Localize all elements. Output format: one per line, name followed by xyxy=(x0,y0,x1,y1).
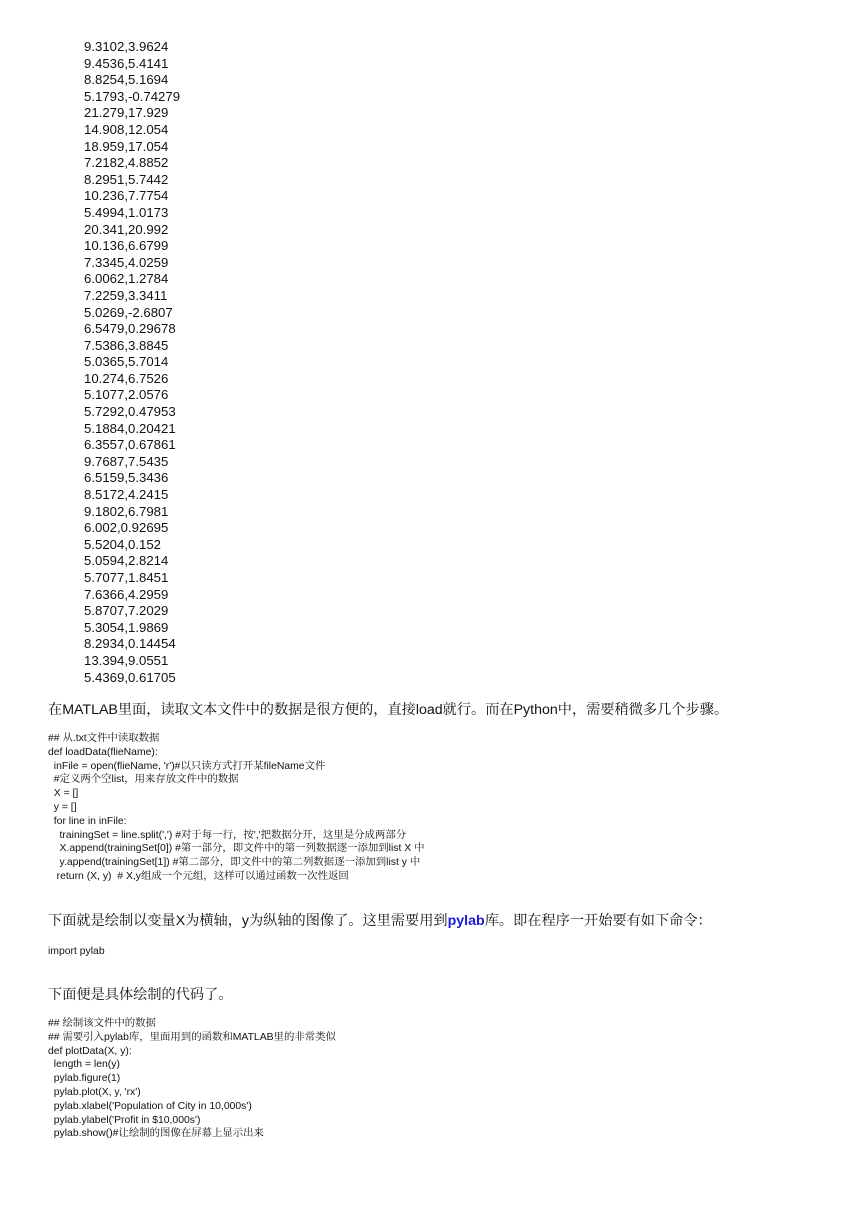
paragraph-pylab-intro xyxy=(48,911,838,931)
data-row: 5.1077,2.0576 xyxy=(84,387,169,403)
data-row: 5.3054,1.9869 xyxy=(84,619,169,635)
data-row: 21.279,17.929 xyxy=(84,105,169,121)
data-row: 5.5204,0.152 xyxy=(84,536,162,552)
data-row: 6.0062,1.2784 xyxy=(84,271,169,287)
data-row: 14.908,12.054 xyxy=(84,121,169,137)
paragraph-matlab-vs-python: 在MATLAB里面，读取文本文件中的数据是很方便的，直接load就行。而在Python中，需要稍微多几个步骤。 xyxy=(48,702,729,718)
data-row: 5.4369,0.61705 xyxy=(84,669,176,685)
data-row: 7.2259,3.3411 xyxy=(84,287,168,303)
data-row: 8.8254,5.1694 xyxy=(84,72,169,88)
data-row: 5.0365,5.7014 xyxy=(84,354,169,370)
paragraph-plot-code-intro: 下面便是具体绘制的代码了。 xyxy=(48,987,233,1003)
code-block-load-data: ## 从.txt文件中读取数据 def loadData(flieName): inFile = open(flieName, 'r')#以只读方式打开某fileName文件 #定义两个空list，用来存放文件中的数据 X = [] y = [] for line in inFile: trainingSet = line.split(',') #对于每一行，按','把数据分开，这里是分成两部分 X.append(trainingSet[0]) #第一部分，即文件中的第一列数据逐一添加到list X 中 y.append(trainingSet[1]) #第二部分，即文件中的第二列数据逐一添加到list y 中 return (X, y) # X,y组成一个元组，这样可以通过函数一次性返回 xyxy=(48,733,425,882)
data-row: 9.3102,3.9624 xyxy=(84,39,169,54)
data-row: 5.7292,0.47953 xyxy=(84,404,176,420)
data-row: 7.2182,4.8852 xyxy=(84,155,169,171)
data-row: 7.5386,3.8845 xyxy=(84,337,169,353)
data-rows-list xyxy=(84,39,384,686)
data-row: 9.7687,7.5435 xyxy=(84,453,169,469)
data-row: 5.1793,-0.74279 xyxy=(84,88,181,104)
data-row: 5.0269,-2.6807 xyxy=(84,304,173,320)
data-row: 5.1884,0.20421 xyxy=(84,420,176,436)
data-row: 9.4536,5.4141 xyxy=(84,55,169,71)
data-row: 5.4994,1.0173 xyxy=(84,204,169,220)
data-row: 7.3345,4.0259 xyxy=(84,254,169,270)
data-row: 5.0594,2.8214 xyxy=(84,553,169,569)
pylab-highlight: pylab xyxy=(447,913,485,929)
data-row: 8.2951,5.7442 xyxy=(84,171,169,187)
data-row: 6.002,0.92695 xyxy=(84,520,169,536)
data-row: 5.8707,7.2029 xyxy=(84,603,169,619)
data-row: 9.1802,6.7981 xyxy=(84,503,169,519)
data-row: 10.236,7.7754 xyxy=(84,188,169,204)
data-row: 10.274,6.7526 xyxy=(84,370,169,386)
data-row: 8.5172,4.2415 xyxy=(84,487,169,503)
data-row: 10.136,6.6799 xyxy=(84,238,169,254)
code-block-plot-data: ## 绘制该文件中的数据 ## 需要引入pylab库，里面用到的函数和MATLAB里的非常类似 def plotData(X, y): length = len(y) pylab.figure(1) pylab.plot(X, y, 'rx') pylab.xlabel('Population of City in 10,000s') pylab.ylabel('Profit in $10,000s') pylab.show()#让绘制的图像在屏幕上显示出来 xyxy=(48,1018,336,1140)
data-row: 6.3557,0.67861 xyxy=(84,437,176,453)
data-row: 8.2934,0.14454 xyxy=(84,636,176,652)
data-row: 20.341,20.992 xyxy=(84,221,169,237)
data-row: 6.5159,5.3436 xyxy=(84,470,169,486)
data-row: 7.6366,4.2959 xyxy=(84,586,169,602)
data-row: 6.5479,0.29678 xyxy=(84,321,176,337)
paragraph-pylab-intro-after: 库。即在程序一开始要有如下命令： xyxy=(484,913,712,929)
paragraph-pylab-intro-before: 下面就是绘制以变量X为横轴，y为纵轴的图像了。这里需要用到 xyxy=(48,913,448,929)
data-row: 13.394,9.0551 xyxy=(84,652,169,668)
data-row: 5.7077,1.8451 xyxy=(84,570,169,585)
code-block-import: import pylab xyxy=(48,946,105,957)
data-row: 18.959,17.054 xyxy=(84,138,169,154)
